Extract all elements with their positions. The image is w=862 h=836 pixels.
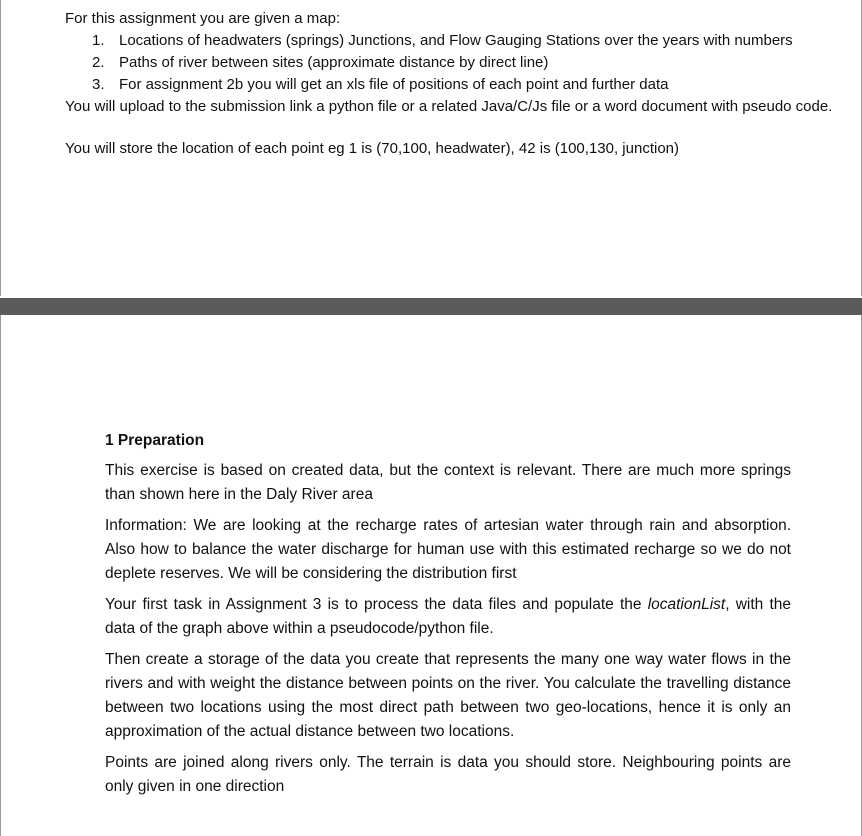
list-text: Locations of headwaters (springs) Junctions, and Flow Gauging Stations over the years with numbers	[119, 32, 793, 49]
upload-instruction: You will upload to the submission link a python file or a related Java/C/Js file or a word document with pseudo code.	[65, 98, 833, 115]
list-number: 3.	[92, 76, 105, 93]
list-item	[65, 74, 845, 96]
document-page-1	[0, 0, 862, 296]
list-item	[65, 52, 845, 74]
page-1-text	[65, 8, 845, 160]
list-text: For assignment 2b you will get an xls file of positions of each point and further data	[119, 76, 669, 93]
list-item	[65, 30, 845, 52]
paragraph-storage: Then create a storage of the data you create that represents the many one way water flows in the rivers and with weight the distance between points on the river. You calculate the travelling distance between two locations using the most direct path between two geo-locations, hence it is only an approximation of the actual distance between two locations.	[105, 651, 791, 740]
instruction-list	[65, 30, 845, 96]
spacer	[65, 118, 845, 138]
list-number: 2.	[92, 54, 105, 71]
page-2-text	[105, 429, 791, 806]
first-task-text-end: , with the data of the graph above within a pseudocode/python file.	[105, 596, 791, 637]
paragraph-information: Information: We are looking at the recharge rates of artesian water through rain and absorption. Also how to balance the water discharge for human use with this estimated recharge so we do not deplete reserves. We will be considering the distribution first	[105, 517, 791, 582]
paragraph-context: This exercise is based on created data, but the context is relevant. There are much more springs than shown here in the Daly River area	[105, 462, 791, 503]
store-instruction: You will store the location of each point eg 1 is (70,100, headwater), 42 is (100,130, junction)	[65, 140, 679, 157]
section-heading: 1 Preparation	[105, 432, 205, 449]
page-separator	[0, 298, 862, 315]
paragraph-first-task	[105, 593, 791, 641]
paragraph-points: Points are joined along rivers only. The terrain is data you should store. Neighbouring points are only given in one direction	[105, 754, 791, 795]
list-number: 1.	[92, 32, 105, 49]
intro-line: For this assignment you are given a map:	[65, 10, 341, 27]
first-task-text: Your first task in Assignment 3 is to process the data files and populate the	[105, 596, 648, 613]
location-list-term: locationList	[647, 596, 726, 613]
list-text: Paths of river between sites (approximate distance by direct line)	[119, 54, 549, 71]
document-page-2	[0, 315, 862, 836]
